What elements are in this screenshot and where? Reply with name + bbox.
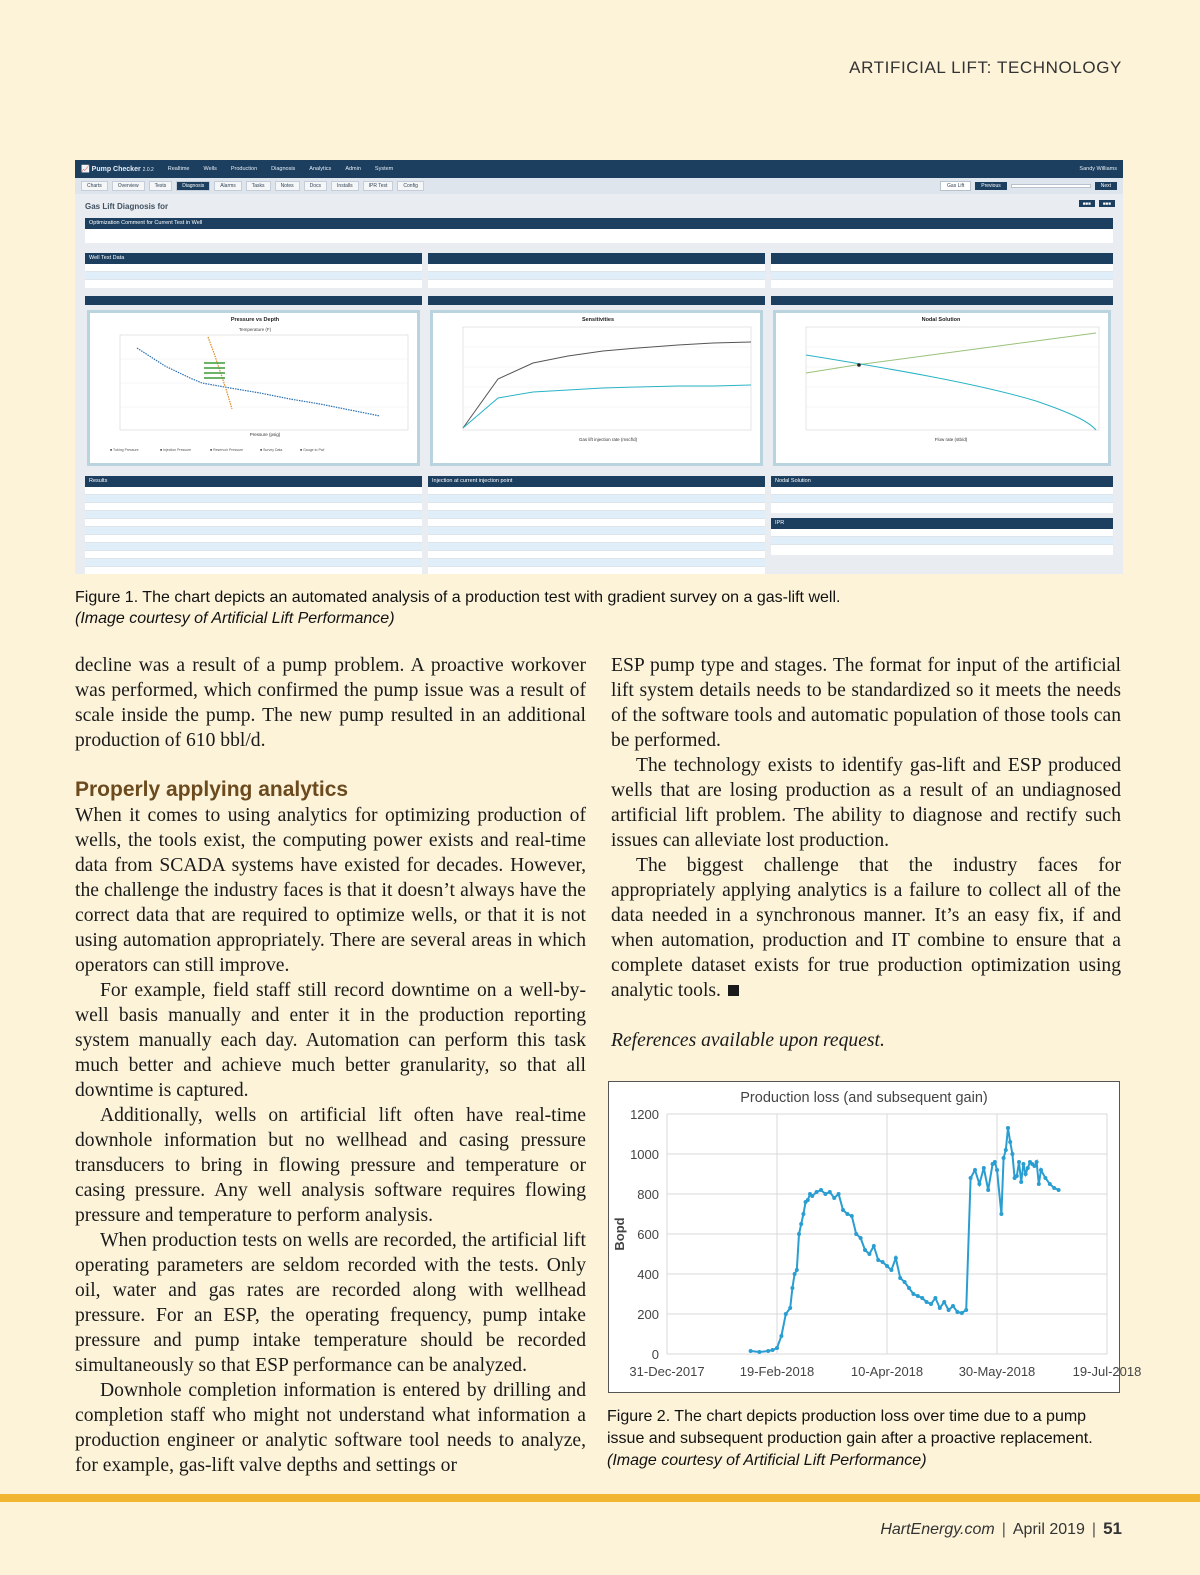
y-tick-label: 600 bbox=[637, 1227, 659, 1242]
pvd-xlabel: Pressure (psig) bbox=[249, 432, 281, 437]
data-point bbox=[1004, 1148, 1008, 1152]
data-point bbox=[779, 1334, 783, 1338]
data-point bbox=[982, 1166, 986, 1170]
production-series-line bbox=[751, 1128, 1059, 1352]
paragraph: Downhole completion information is entered by drilling and completion staff who might not understand what information a production engineer or analytic software tool needs to analyze, for example, gas-lift valve depths and settings or bbox=[75, 1380, 586, 1476]
y-tick-label: 400 bbox=[637, 1267, 659, 1282]
data-point bbox=[942, 1300, 946, 1304]
x-tick-label: 19-Jul-2018 bbox=[1072, 1364, 1142, 1379]
paragraph: The technology exists to identify gas-lift and ESP produced wells that are losing production as a result of an undiagnosed artificial lift problem. The ability to diagnose and rectify such issues can alleviate lost production. bbox=[611, 755, 1121, 851]
data-point bbox=[795, 1268, 799, 1272]
data-point bbox=[1052, 1186, 1056, 1190]
data-point bbox=[920, 1296, 924, 1300]
tab-notes[interactable]: Notes bbox=[275, 181, 300, 191]
paragraph: ESP pump type and stages. The format for input of the artificial lift system details needs to be standardized so it meets the needs of the software tools and automatic population of those tools can be performed. bbox=[611, 655, 1121, 751]
next-button[interactable]: Next bbox=[1095, 182, 1117, 190]
data-point bbox=[766, 1349, 770, 1353]
figure1-caption bbox=[75, 587, 1125, 629]
paragraph-text: The biggest challenge that the industry faces for appropriately applying analytics is a failure to collect all of the data needed in a synchronous manner. It’s an easy fix, if and when automation, production and IT combine to ensure that a complete dataset exists for true production optimization using analytic tools. bbox=[611, 855, 1121, 1001]
data-point bbox=[784, 1312, 788, 1316]
data-point bbox=[881, 1260, 885, 1264]
tab-docs[interactable]: Docs bbox=[304, 181, 327, 191]
data-point bbox=[867, 1252, 871, 1256]
svg-text:■ Reservoir Pressure: ■ Reservoir Pressure bbox=[210, 448, 244, 452]
data-point bbox=[894, 1256, 898, 1260]
well-test-panel-header: Well Test Data bbox=[85, 253, 422, 264]
article-column-left bbox=[75, 653, 586, 1478]
data-point bbox=[977, 1182, 981, 1186]
data-point bbox=[938, 1306, 942, 1310]
data-point bbox=[911, 1292, 915, 1296]
pvd-subtitle: Temperature (F) bbox=[238, 327, 272, 332]
paragraph: For example, field staff still record downtime on a well-by-well basis manually and enter it in the production reporting system manually each day. Automation can perform this task much better and achieve much better granularity, so that all downtime is captured. bbox=[75, 980, 586, 1101]
y-tick-label: 200 bbox=[637, 1307, 659, 1322]
optimization-body bbox=[85, 229, 1113, 243]
well-type-select[interactable]: Gas Lift bbox=[940, 181, 971, 191]
y-tick-label: 800 bbox=[637, 1187, 659, 1202]
page-number: 51 bbox=[1103, 1519, 1122, 1538]
references-note: References available upon request. bbox=[611, 1030, 885, 1051]
data-point bbox=[1039, 1168, 1043, 1172]
data-point bbox=[799, 1222, 803, 1226]
figure1-caption-text: Figure 1. The chart depicts an automated analysis of a production test with gradient survey on a gas-lift well. bbox=[75, 589, 841, 606]
data-point bbox=[1021, 1162, 1025, 1166]
data-point bbox=[828, 1190, 832, 1194]
nodal-xlabel: Flow rate (stb/d) bbox=[934, 437, 968, 442]
y-tick-label: 0 bbox=[651, 1347, 659, 1362]
nav-admin[interactable]: Admin bbox=[345, 166, 361, 172]
data-point bbox=[859, 1236, 863, 1240]
x-tick-label: 10-Apr-2018 bbox=[850, 1364, 924, 1379]
well-test-panel-header-3 bbox=[771, 253, 1113, 264]
data-point bbox=[1035, 1160, 1039, 1164]
figure2-source: (Image courtesy of Artificial Lift Performance) bbox=[607, 1452, 927, 1469]
ipr-panel-header: IPR bbox=[771, 518, 1113, 529]
data-point bbox=[1057, 1188, 1061, 1192]
data-point bbox=[898, 1276, 902, 1280]
figure2-chart bbox=[608, 1081, 1142, 1393]
data-point bbox=[1043, 1176, 1047, 1180]
svg-text:■ Tubing Pressure: ■ Tubing Pressure bbox=[110, 448, 139, 452]
data-point bbox=[854, 1232, 858, 1236]
tab-charts[interactable]: Charts bbox=[81, 181, 108, 191]
figure2-caption bbox=[607, 1406, 1127, 1472]
action-button-2[interactable]: ■■■ bbox=[1099, 200, 1115, 207]
data-point bbox=[1015, 1174, 1019, 1178]
data-point bbox=[1002, 1156, 1006, 1160]
footer-site: HartEnergy.com bbox=[880, 1521, 995, 1538]
data-point bbox=[973, 1168, 977, 1172]
y-tick-label: 1000 bbox=[630, 1147, 659, 1162]
x-tick-label: 31-Dec-2017 bbox=[629, 1364, 705, 1379]
data-point bbox=[916, 1294, 920, 1298]
nodal-chart bbox=[773, 310, 1111, 466]
footer-divider: | bbox=[1001, 1521, 1006, 1538]
nav-diagnosis[interactable]: Diagnosis bbox=[271, 166, 296, 172]
data-point bbox=[1017, 1160, 1021, 1164]
tab-ipr-test[interactable]: IPR Test bbox=[363, 181, 394, 191]
nav-wells[interactable]: Wells bbox=[203, 166, 217, 172]
app-tab-row bbox=[75, 178, 1123, 194]
section-label: ARTIFICIAL LIFT: TECHNOLOGY bbox=[849, 58, 1122, 77]
data-point bbox=[947, 1308, 951, 1312]
chart-panel-header-1 bbox=[85, 296, 422, 305]
well-test-table-1 bbox=[85, 264, 422, 288]
data-point bbox=[793, 1272, 797, 1276]
optimization-header: Optimization Comment for Current Test in Well bbox=[85, 218, 1113, 229]
diagnosis-actions bbox=[1079, 200, 1115, 207]
tab-installs[interactable]: Installs bbox=[331, 181, 359, 191]
data-point bbox=[863, 1248, 867, 1252]
paragraph: When production tests on wells are recorded, the artificial lift operating parameters are seldom recorded with the tests. Only oil, water and gas rates are recorded along with wellhead pressure. For an ESP, the operating frequency, pump intake pressure and pump intake temperature should be recorded simultaneously so that ESP performance can be analyzed. bbox=[75, 1230, 586, 1376]
data-point bbox=[903, 1280, 907, 1284]
ipr-table bbox=[771, 529, 1113, 555]
svg-text:■ Injection Pressure: ■ Injection Pressure bbox=[160, 448, 192, 452]
nodal-panel-header: Nodal Solution bbox=[771, 476, 1113, 487]
data-point bbox=[790, 1286, 794, 1290]
data-point bbox=[823, 1192, 827, 1196]
data-point bbox=[810, 1194, 814, 1198]
data-point bbox=[801, 1212, 805, 1216]
well-test-table-3 bbox=[771, 264, 1113, 288]
diagnosis-title: Gas Lift Diagnosis for bbox=[85, 202, 169, 211]
data-point bbox=[757, 1350, 761, 1354]
data-point bbox=[775, 1346, 779, 1350]
data-point bbox=[951, 1304, 955, 1308]
tab-overview[interactable]: Overview bbox=[112, 181, 145, 191]
data-point bbox=[1037, 1182, 1041, 1186]
data-point bbox=[1032, 1164, 1036, 1168]
results-table bbox=[85, 487, 422, 574]
data-point bbox=[933, 1296, 937, 1300]
end-of-article-mark bbox=[728, 985, 739, 996]
data-point bbox=[995, 1168, 999, 1172]
figure1-screenshot bbox=[75, 160, 1123, 574]
injection-panel-header: Injection at current injection point bbox=[428, 476, 765, 487]
svg-text:■ Survey Data: ■ Survey Data bbox=[260, 448, 283, 452]
data-point bbox=[1008, 1140, 1012, 1144]
sens-xlabel: Gas lift injection rate (mscf/d) bbox=[578, 437, 638, 442]
data-point bbox=[889, 1268, 893, 1272]
results-panel-header: Results bbox=[85, 476, 422, 487]
action-button-1[interactable]: ■■■ bbox=[1079, 200, 1095, 207]
paragraph: When it comes to using analytics for optimizing production of wells, the tools exist, the computing power exists and real-time data from SCADA systems have existed for decades. However, the challenge the industry faces is that it doesn’t always have the correct data that are required to optimize wells, or that it is not using automation appropriately. There are several areas in which operators can still improve. bbox=[75, 805, 586, 976]
chart-ylabel: Bopd bbox=[612, 1217, 627, 1251]
data-point bbox=[876, 1258, 880, 1262]
tab-diagnosis[interactable]: Diagnosis bbox=[176, 181, 210, 191]
data-point bbox=[797, 1232, 801, 1236]
nodal-table bbox=[771, 487, 1113, 513]
data-point bbox=[1010, 1152, 1014, 1156]
data-point bbox=[885, 1264, 889, 1268]
data-point bbox=[819, 1188, 823, 1192]
well-test-table-2 bbox=[428, 264, 765, 288]
paragraph: decline was a result of a pump problem. A proactive workover was performed, which confirmed the pump issue was a result of scale inside the pump. The new pump resulted in an additional production of 610 bbl/d. bbox=[75, 655, 586, 751]
previous-button[interactable]: Previous bbox=[975, 182, 1006, 190]
tab-tasks[interactable]: Tasks bbox=[246, 181, 271, 191]
data-point bbox=[986, 1188, 990, 1192]
nav-analytics[interactable]: Analytics bbox=[309, 166, 332, 172]
data-point bbox=[1019, 1180, 1023, 1184]
nodal-title: Nodal Solution bbox=[921, 317, 961, 323]
data-point bbox=[1006, 1126, 1010, 1130]
tab-alarms[interactable]: Alarms bbox=[214, 181, 242, 191]
data-point bbox=[850, 1214, 854, 1218]
footer-issue: April 2019 bbox=[1012, 1521, 1085, 1538]
data-point bbox=[993, 1160, 997, 1164]
data-point bbox=[1048, 1182, 1052, 1186]
data-point bbox=[806, 1198, 810, 1202]
pressure-depth-chart bbox=[87, 310, 420, 466]
data-point bbox=[788, 1306, 792, 1310]
figure2-caption-text: Figure 2. The chart depicts production loss over time due to a pump issue and subsequent production gain after a proactive replacement. bbox=[607, 1408, 1093, 1447]
x-tick-label: 30-May-2018 bbox=[958, 1364, 1036, 1379]
tab-config[interactable]: Config bbox=[397, 181, 423, 191]
chart-panel-header-3 bbox=[771, 296, 1113, 305]
nav-realtime[interactable]: Realtime bbox=[167, 166, 190, 172]
tab-tests[interactable]: Tests bbox=[149, 181, 173, 191]
chart-title: Production loss (and subsequent gain) bbox=[740, 1090, 988, 1106]
pvd-title: Pressure vs Depth bbox=[230, 317, 280, 323]
x-tick-label: 19-Feb-2018 bbox=[739, 1364, 815, 1379]
figure1-source: (Image courtesy of Artificial Lift Performance) bbox=[75, 610, 395, 627]
footer-divider: | bbox=[1091, 1521, 1097, 1538]
user-menu[interactable]: Sandy Williams bbox=[1079, 166, 1117, 172]
nav-production[interactable]: Production bbox=[230, 166, 258, 172]
nav-system[interactable]: System bbox=[374, 166, 394, 172]
app-navbar bbox=[75, 160, 1123, 178]
data-point bbox=[841, 1208, 845, 1212]
data-point bbox=[960, 1311, 964, 1315]
article-column-right bbox=[611, 653, 1121, 1053]
data-point bbox=[964, 1308, 968, 1312]
y-tick-label: 1200 bbox=[630, 1107, 659, 1122]
app-brand: 📈 Pump Checker 2.0.2 bbox=[81, 166, 154, 173]
paragraph bbox=[611, 853, 1121, 1003]
svg-text:■ Gauge to Pwf: ■ Gauge to Pwf bbox=[300, 448, 325, 452]
data-point bbox=[907, 1286, 911, 1290]
data-point bbox=[832, 1196, 836, 1200]
page-footer bbox=[880, 1519, 1122, 1539]
well-select[interactable] bbox=[1011, 184, 1091, 188]
data-point bbox=[1024, 1172, 1028, 1176]
well-test-panel-header-2 bbox=[428, 253, 765, 264]
footer-rule bbox=[0, 1494, 1200, 1502]
data-point bbox=[815, 1190, 819, 1194]
paragraph: Additionally, wells on artificial lift often have real-time downhole information but no wellhead and casing pressure transducers to bring in flowing pressure and temperature or casing pressure. Any well analysis software requires flowing pressure and temperature to perform analysis. bbox=[75, 1105, 586, 1226]
injection-table bbox=[428, 487, 765, 574]
data-point bbox=[929, 1302, 933, 1306]
data-point bbox=[955, 1310, 959, 1314]
chart-panel-header-2 bbox=[428, 296, 765, 305]
data-point bbox=[872, 1244, 876, 1248]
data-point bbox=[845, 1212, 849, 1216]
sens-title: Sensitivities bbox=[581, 317, 615, 323]
data-point bbox=[999, 1212, 1003, 1216]
data-point bbox=[749, 1349, 753, 1353]
data-point bbox=[837, 1192, 841, 1196]
data-point bbox=[771, 1348, 775, 1352]
sensitivities-chart bbox=[430, 310, 763, 466]
data-point bbox=[925, 1300, 929, 1304]
section-heading: Properly applying analytics bbox=[75, 778, 349, 801]
data-point bbox=[969, 1176, 973, 1180]
data-point bbox=[1026, 1166, 1030, 1170]
